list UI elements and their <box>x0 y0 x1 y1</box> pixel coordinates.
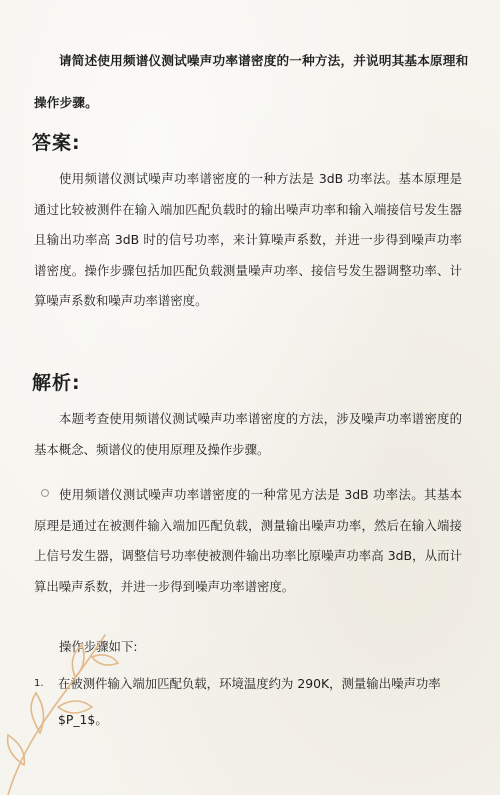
step-number: 1. <box>34 678 44 689</box>
steps-title: 操作步骤如下: <box>59 639 138 654</box>
branch-decoration-icon <box>0 615 140 795</box>
step-text: 在被测件输入端加匹配负载，环境温度约为 290K，测量输出噪声功率 <box>58 676 441 691</box>
answer-paragraph: 使用频谱仪测试噪声功率谱密度的一种方法是 3dB 功率法。基本原理是通过比较被测件在输入端加匹配负载时的输出噪声功率和输入端接信号发生器且输出功率高 3dB 时的信号功率，来计算噪声系数，并进一步得到噪声功率谱密度。操作步骤包括加匹配负载测量噪声功率、接信号发生器调整功率、计算噪声系数和噪声功率谱密度。 <box>34 171 462 308</box>
analysis-heading: 解析: <box>32 372 81 394</box>
answer-heading: 答案: <box>32 132 81 154</box>
analysis-paragraph-1: 本题考查使用频谱仪测试噪声功率谱密度的方法，涉及噪声功率谱密度的基本概念、频谱仪的使用原理及操作步骤。 <box>34 411 462 457</box>
step-variable: $P_1$。 <box>58 712 108 727</box>
analysis-paragraph-2: 使用频谱仪测试噪声功率谱密度的一种常见方法是 3dB 功率法。其基本原理是通过在被测件输入端加匹配负载，测量输出噪声功率，然后在输入端接上信号发生器，调整信号功率使被测件输出功率比原噪声功率高 3dB，从而计算出噪声系数，并进一步得到噪声功率谱密度。 <box>34 487 462 594</box>
question-text: 请简述使用频谱仪测试噪声功率谱密度的一种方法，并说明其基本原理和操作步骤。 <box>34 53 469 110</box>
